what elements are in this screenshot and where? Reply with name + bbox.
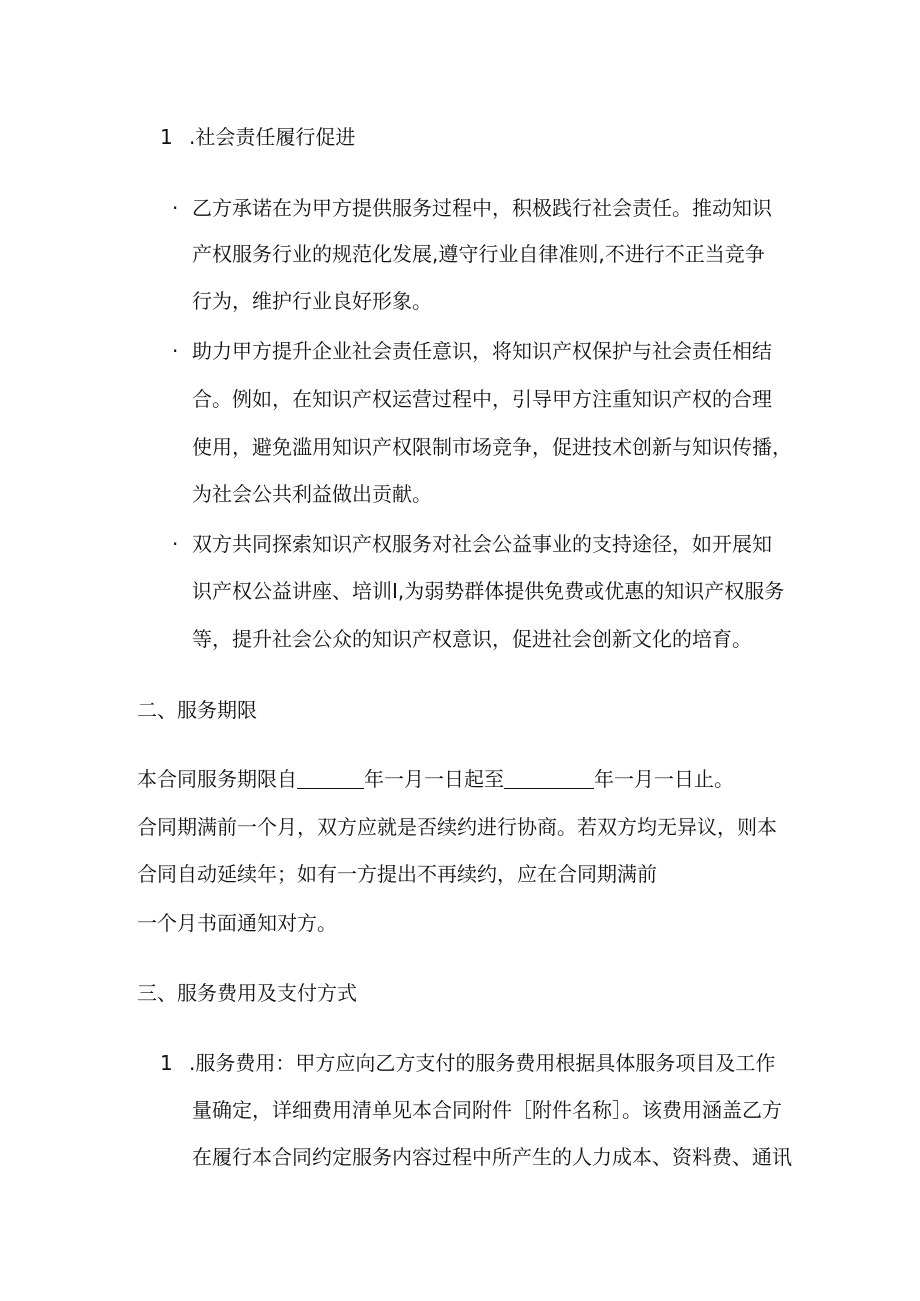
term-text: 本合同服务期限自 [137,767,297,791]
paragraph-line: 双方共同探索知识产权服务对社会公益事业的支持途径，如开展知 [192,532,772,556]
bullet-dot: · [172,339,179,363]
paragraph-line: 为社会公共利益做出贡献。 [192,482,432,506]
paragraph-line: 识产权公益讲座、培训I,为弱势群体提供免费或优惠的知识产权服务 [192,579,785,603]
paragraph-line: 使用，避免滥用知识产权限制市场竞争，促进技术创新与知识传播， [192,435,792,459]
term-text: 年一月一日起至 [364,767,504,791]
blank-field [297,768,364,789]
paragraph-line: 行为，维护行业良好形象。 [192,289,432,313]
blank-field [504,768,594,789]
bullet-dot: · [172,196,179,220]
term-text: 年一月一日止。 [594,767,734,791]
paragraph-line: 乙方承诺在为甲方提供服务过程中，积极践行社会责任。推动知识 [192,196,772,220]
item-number: 1 [160,125,173,149]
section-heading: 三、服务费用及支付方式 [137,981,357,1005]
section-heading: 二、服务期限 [137,698,257,722]
paragraph-line: 等，提升社会公众的知识产权意识，促进社会创新文化的培育。 [192,627,752,651]
paragraph-line: 合同期满前一个月，双方应就是否续约进行协商。若双方均无异议，则本 [137,815,777,839]
item-title: .社会责任履行促进 [189,125,356,149]
term-line [137,767,734,791]
paragraph-line: 量确定，详细费用清单见本合同附件［附件名称］。该费用涵盖乙方 [192,1098,782,1122]
paragraph-line: .服务费用：甲方应向乙方支付的服务费用根据具体服务项目及工作 [189,1051,776,1075]
paragraph-line: 产权服务行业的规范化发展,遵守行业自律准则,不进行不正当竞争 [192,242,765,266]
paragraph-line: 合。例如，在知识产权运营过程中，引导甲方注重知识产权的合理 [192,387,772,411]
bullet-dot: · [172,532,179,556]
paragraph-line: 合同自动延续年；如有一方提出不再续约，应在合同期满前 [137,862,657,886]
paragraph-line: 在履行本合同约定服务内容过程中所产生的人力成本、资料费、通讯 [192,1145,792,1169]
paragraph-line: 一个月书面通知对方。 [137,911,337,935]
paragraph-line: 助力甲方提升企业社会责任意识，将知识产权保护与社会责任相结 [192,339,772,363]
item-number: 1 [160,1051,173,1075]
